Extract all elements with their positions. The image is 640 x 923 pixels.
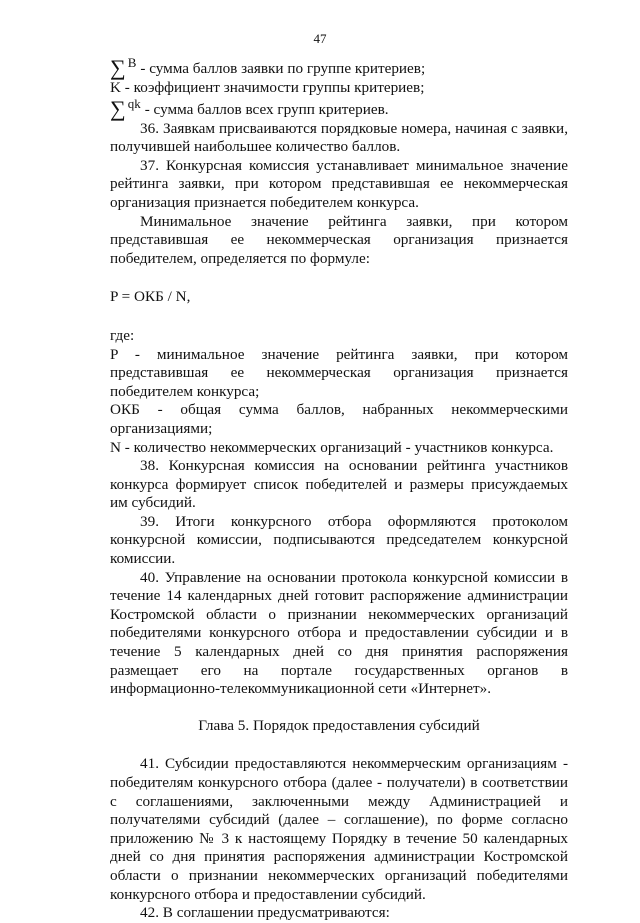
sum-b-text: - сумма баллов заявки по группе критериев; xyxy=(140,60,426,78)
sum-qk-line xyxy=(110,95,568,121)
formula: P = ОКБ / N, xyxy=(110,288,191,306)
paragraph-37: 37. Конкурсная комиссия устанавливает минимальное значение рейтинга заявки, при котором представившая ее некоммерческая организация признается победителем конкурса. xyxy=(110,156,568,211)
page-number: 47 xyxy=(313,31,327,46)
definition-okb: ОКБ - общая сумма баллов, набранных некоммерческими организациями; xyxy=(110,401,568,437)
sum-qk-text: - сумма баллов всех групп критериев. xyxy=(144,101,389,118)
paragraph-39: 39. Итоги конкурсного отбора оформляются протоколом конкурсной комиссии, подписываются председателем конкурсной комиссии. xyxy=(110,512,568,568)
document-body xyxy=(110,57,568,923)
definition-n: N - количество некоммерческих организаций - участников конкурса. xyxy=(110,438,554,456)
sum-qk-subscript: qk xyxy=(127,96,141,111)
sigma-symbol: ∑ xyxy=(110,95,126,121)
sum-b-line xyxy=(110,57,568,79)
paragraph-42: 42. В соглашении предусматриваются: xyxy=(140,904,390,922)
paragraph-36: 36. Заявкам присваиваются порядковые номера, начиная с заявки, получившей наибольшее количество баллов. xyxy=(110,119,568,156)
k-definition: K - коэффициент значимости группы критериев; xyxy=(110,79,425,96)
paragraph-41: 41. Субсидии предоставляются некоммерческим организациям - победителям конкурсного отбора (далее - получатели) в соответствии с соглашениями, заключенными между Администрацией и получателями субсидий (далее – соглашение), по форме согласно приложению № 3 к настоящему Порядку в течение 50 календарных дней со дня принятия распоряжения администрации Костромской области о признании некоммерческих организаций победителями конкурсного отбора и предоставлении субсидий. xyxy=(110,755,568,903)
sum-b-subscript: B xyxy=(127,55,137,71)
where-label: где: xyxy=(110,326,135,344)
chapter-heading: Глава 5. Порядок предоставления субсидий xyxy=(198,716,480,734)
paragraph-40: 40. Управление на основании протокола конкурсной комиссии в течение 14 календарных дней готовит распоряжение администрации Костромской области о признании некоммерческих организаций победителями конкурсного отбора и предоставлении субсидии и в течение 5 календарных дней со дня принятия распоряжения размещает его на портале государственных органов в информационно-телекоммуникационной сети «Интернет». xyxy=(110,568,568,698)
paragraph-37-formula-intro: Минимальное значение рейтинга заявки, при котором представившая ее некоммерческая организация признается победителем, определяется по формуле: xyxy=(110,212,568,267)
sigma-symbol: ∑ xyxy=(110,55,126,80)
paragraph-38: 38. Конкурсная комиссия на основании рейтинга участников конкурса формирует список победителей и размеры присуждаемых им субсидий. xyxy=(110,457,568,512)
definition-p: P - минимальное значение рейтинга заявки, при котором представившая ее некоммерческая организация признается победителем конкурса; xyxy=(110,345,568,400)
